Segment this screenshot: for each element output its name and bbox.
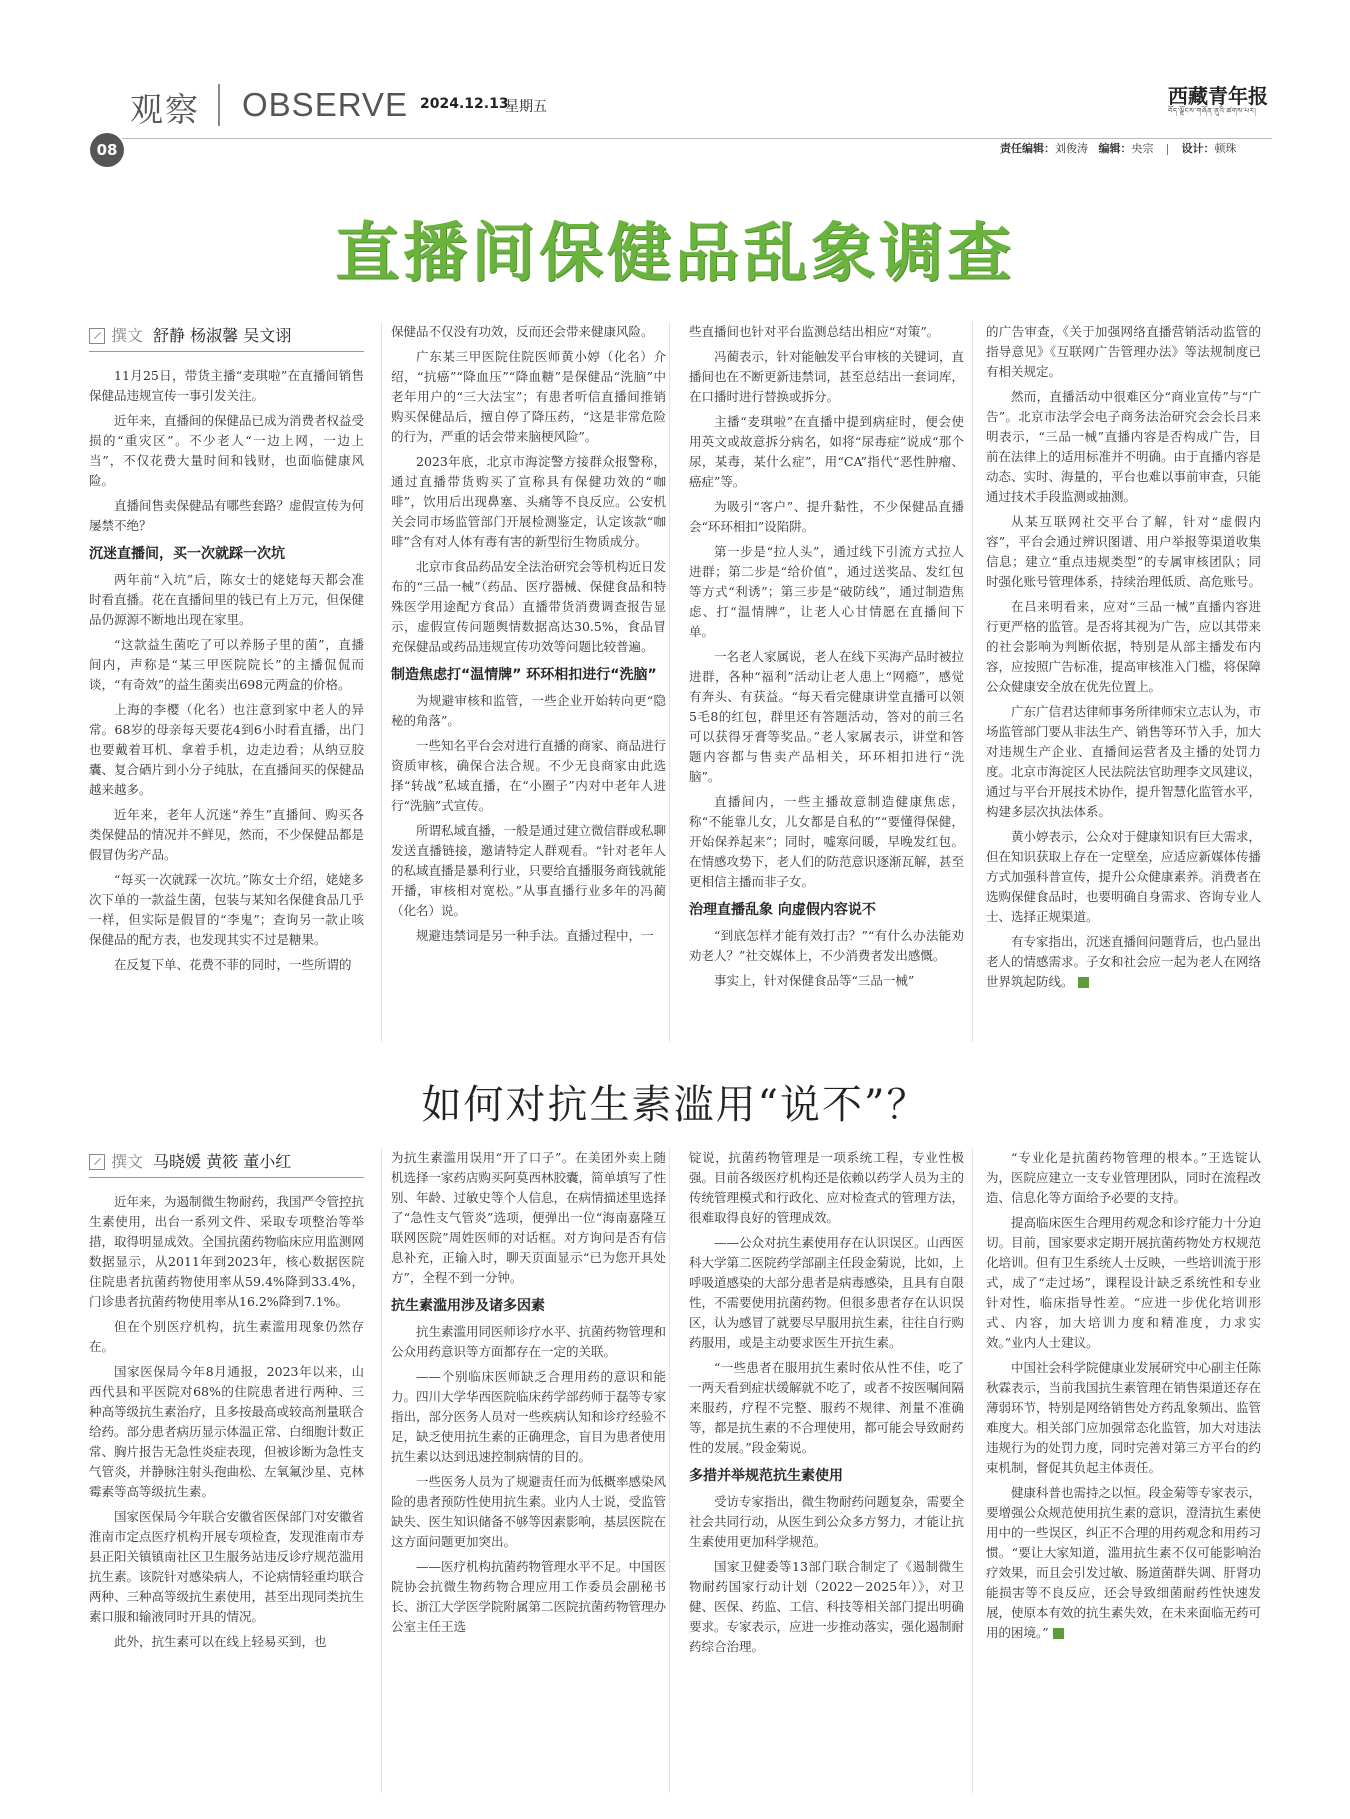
- subheading: 沉迷直播间，买一次就踩一次坑: [89, 546, 285, 562]
- paragraph: 两年前“入坑”后，陈女士的姥姥每天都会准时看直播。花在直播间里的钱已有上万元，但保健品仍源源不断地出现在家里。: [89, 572, 364, 627]
- copy-editor-name: 央宗: [1131, 142, 1154, 155]
- paragraph: 广东广信君达律师事务所律师宋立志认为，市场监管部门要从非法生产、销售等环节入手，加大对违规生产企业、直播间运营者及主播的处罚力度。北京市海淀区人民法院法官助理李文凤建议，通过与平台开展技术协作，提升智慧化监管水平，构建多层次执法体系。: [986, 704, 1261, 819]
- issue-weekday: 星期五: [505, 99, 547, 115]
- design-label: 设计：: [1181, 142, 1215, 155]
- paragraph: 一名老人家属说，老人在线下买海产品时被拉进群，各种“福利”活动让老人患上“网瘾”，感觉有奔头、有获益。“每天看完健康讲堂直播可以领5毛8的红包，群里还有答题活动，答对的前三名可以获得牙膏等奖品。”老人家属表示，讲堂和答题内容都与售卖产品相关，环环相扣进行“洗脑”。: [689, 649, 964, 784]
- paragraph: 黄小婷表示，公众对于健康知识有巨大需求，但在知识获取上存在一定壁垒，应适应新媒体传播方式加强科普宣传，提升公众健康素养。消费者在选购保健食品时，也要明确自身需求、咨询专业人士、选择正规渠道。: [986, 829, 1261, 924]
- column-rule: [669, 322, 670, 1042]
- paragraph-text: 健康科普也需持之以恒。段金菊等专家表示，要增强公众规范使用抗生素的意识，澄清抗生素使用中的一些误区，纠正不合理的用药观念和用药习惯。“要让大家知道，滥用抗生素不仅可能影响治疗效果，而且会引发过敏、肠道菌群失调、肝肾功能损害等不良反应，还会导致细菌耐药性快速发展，使原本有效的抗生素失效，在未来面临无药可用的困境。”: [986, 1485, 1261, 1640]
- paragraph: “到底怎样才能有效打击？”“有什么办法能劝劝老人？”社交媒体上，不少消费者发出感慨。: [689, 928, 964, 963]
- paragraph: 近年来，直播间的保健品已成为消费者权益受损的“重灾区”。不少老人“一边上网，一边上当”，不仅花费大量时间和钱财，也面临健康风险。: [89, 413, 364, 488]
- paragraph: 中国社会科学院健康业发展研究中心副主任陈秋霖表示，当前我国抗生素管理在销售渠道还存在薄弱环节，特别是网络销售处方药乱象频出、监管难度大。相关部门应加强常态化监管，加大对违法违规行为的处罚力度，同时完善对第三方平台的约束机制，督促其负起主体责任。: [986, 1360, 1261, 1475]
- paragraph: 受访专家指出，微生物耐药问题复杂，需要全社会共同行动，从医生到公众多方努力，才能让抗生素使用更加科学规范。: [689, 1494, 964, 1549]
- newspaper-logo-tibetan: བོད་ལྗོངས་གཞོན་ནུའི་ཚགས་པར།: [1168, 107, 1257, 115]
- paragraph: 为吸引“客户”、提升黏性，不少保健品直播会“环环相扣”设陷阱。: [689, 499, 964, 534]
- article1-column-3: [689, 322, 964, 1057]
- section-name-en: OBSERVE: [242, 86, 408, 123]
- editor-name: 刘俊涛: [1055, 142, 1088, 155]
- column-rule: [381, 1148, 382, 1793]
- paragraph: 国家医保局今年8月通报，2023年以来，山西代县和平医院对68%的住院患者进行两种、三种高等级抗生素治疗，且多按最高或较高剂量联合给药。部分患者病历显示体温正常、白细胞计数正常、胸片报告无急性炎症表现，但被诊断为急性支气管炎，并静脉注射头孢曲松、左氧氟沙星、克林霉素等高等级抗生素。: [89, 1364, 364, 1499]
- paragraph: 提高临床医生合理用药观念和诊疗能力十分迫切。目前，国家要求定期开展抗菌药物处方权规范化培训。但有卫生系统人士反映，一些培训流于形式，成了“走过场”，课程设计缺乏系统性和专业针对性，临床指导性差。“应进一步优化培训形式、内容，加大培训力度和精准度，力求实效。”业内人士建议。: [986, 1215, 1261, 1350]
- end-mark-icon: [1078, 977, 1089, 988]
- pen-icon: [89, 328, 105, 344]
- paragraph: 国家卫健委等13部门联合制定了《遏制微生物耐药国家行动计划（2022－2025年）》，对卫健、医保、药监、工信、科技等相关部门提出明确要求。专家表示，应进一步推动落实，强化遏制耐药综合治理。: [689, 1559, 964, 1654]
- paragraph: 一些知名平台会对进行直播的商家、商品进行资质审核，确保合法合规。不少无良商家由此选择“转战”私域直播，在“小圈子”内对中老年人进行“洗脑”式宣传。: [391, 738, 666, 813]
- paragraph: [986, 1483, 1261, 1643]
- paragraph: 近年来，为遏制微生物耐药，我国严令管控抗生素使用，出台一系列文件、采取专项整治等举措，取得明显成效。全国抗菌药物临床应用监测网数据显示，从2011年到2023年，核心数据医院住院患者抗菌药物使用率从59.4%降到33.4%，门诊患者抗菌药物使用率从16.2%降到7.1%。: [89, 1194, 364, 1309]
- paragraph: ——公众对抗生素使用存在认识误区。山西医科大学第二医院药学部副主任段金菊说，比如，上呼吸道感染的大部分患者是病毒感染，且具有自限性，不需要使用抗菌药物。但很多患者存在认识误区，认为感冒了就要尽早服用抗生素，往往自行购药服用，或是主动要求医生开抗生素。: [689, 1235, 964, 1350]
- paragraph: “每买一次就踩一次坑。”陈女士介绍，姥姥多次下单的一款益生菌，包装与某知名保健食品几乎一样，但实际是假冒的“李鬼”；查询另一款止咳保健品的配方表，也发现其实不过是糖果。: [89, 872, 364, 947]
- article1-column-2: [391, 322, 666, 1057]
- paragraph: 的广告审查，《关于加强网络直播营销活动监管的指导意见》《互联网广告管理办法》等法规制度已有相关规定。: [986, 324, 1261, 379]
- paragraph: 所谓私域直播，一般是通过建立微信群或私聊发送直播链接，邀请特定人群观看。“针对老年人的私域直播是暴利行业，只要给直播服务商钱就能开播，审核相对宽松。”从事直播行业多年的冯蔺（化名）说。: [391, 823, 666, 918]
- paragraph: 直播间内，一些主播故意制造健康焦虑，称“不能靠儿女，儿女都是自私的”“要懂得保健，开始保养起来”；同时，嘘寒问暖，早晚发红包。在情感攻势下，老人们的防范意识逐渐瓦解，甚至更相信主播而非子女。: [689, 794, 964, 889]
- page-number-badge: 08: [90, 133, 124, 167]
- credits-divider: [1167, 144, 1168, 155]
- article2-byline: [89, 1152, 364, 1178]
- paragraph: 抗生素滥用同医师诊疗水平、抗菌药物管理和公众用药意识等方面都存在一定的关联。: [391, 1324, 666, 1359]
- paragraph: 冯蔺表示，针对能触发平台审核的关键词，直播间也在不断更新违禁词，甚至总结出一套词库，在口播时进行替换或拆分。: [689, 349, 964, 404]
- subheading: 治理直播乱象 向虚假内容说不: [689, 902, 876, 918]
- paragraph: 事实上，针对保健食品等“三品一械”: [714, 973, 915, 988]
- paragraph: 近年来，老年人沉迷“养生”直播间、购买各类保健品的情况并不鲜见，然而，不少保健品都是假冒伪劣产品。: [89, 807, 364, 862]
- paragraph: 保健品不仅没有功效，反而还会带来健康风险。: [391, 324, 654, 339]
- article2-headline: 如何对抗生素滥用“说不”？: [421, 1082, 929, 1128]
- header-rule: [122, 138, 1272, 139]
- paragraph: ——个别临床医师缺乏合理用药的意识和能力。四川大学华西医院临床药学部药师于磊等专家指出，部分医务人员对一些疾病认知和诊疗经验不足，缺乏使用抗生素的正确理念，盲目为患者使用抗生素以达到迅速控制病情的目的。: [391, 1369, 666, 1464]
- paragraph: 锭说，抗菌药物管理是一项系统工程，专业性极强。目前各级医疗机构还是依赖以药学人员为主的传统管理模式和行政化、应对检查式的管理方法，很难取得良好的管理成效。: [689, 1150, 964, 1225]
- paragraph: “专业化是抗菌药物管理的根本。”王选锭认为，医院应建立一支专业管理团队，同时在流程改造、信息化等方面给予必要的支持。: [986, 1150, 1261, 1205]
- paragraph: ——医疗机构抗菌药物管理水平不足。中国医院协会抗微生物药物合理应用工作委员会副秘书长、浙江大学医学院附属第二医院抗菌药物管理办公室主任王选: [391, 1559, 666, 1634]
- pen-icon: [89, 1154, 105, 1170]
- paragraph: 一些医务人员为了规避责任而为低概率感染风险的患者预防性使用抗生素。业内人士说，受监管缺失、医生知识储备不够等因素影响，基层医院在这方面问题更加突出。: [391, 1474, 666, 1549]
- paragraph: “这款益生菌吃了可以养肠子里的菌”，直播间内，声称是“某三甲医院院长”的主播侃侃而谈，“有奇效”的益生菌卖出698元两盒的价格。: [89, 637, 364, 692]
- paragraph: 第一步是“拉人头”，通过线下引流方式拉人进群；第二步是“给价值”，通过送奖品、发红包等方式“利诱”；第三步是“破防线”，通过制造焦虑、打“温情牌”，让老人心甘情愿在直播间下单。: [689, 544, 964, 639]
- subheading: 制造焦虑打“温情牌” 环环相扣进行“洗脑”: [391, 667, 657, 683]
- paragraph: 此外，抗生素可以在线上轻易买到，也: [114, 1634, 327, 1649]
- byline-authors: 马晓媛 黄筱 董小红: [153, 1152, 292, 1171]
- paragraph: 11月25日，带货主播“麦琪啦”在直播间销售保健品违规宣传一事引发关注。: [89, 368, 364, 403]
- byline-label: 撰文: [111, 1152, 144, 1171]
- paragraph: 主播“麦琪啦”在直播中提到病症时，便会使用英文或故意拆分病名，如将“尿毒症”说成“那个尿，某毒，某什么症”，用“CA”指代“恶性肿瘤、癌症”等。: [689, 414, 964, 489]
- editor-credits: [1000, 140, 1237, 156]
- paragraph-text: 有专家指出，沉迷直播间问题背后，也凸显出老人的情感需求。子女和社会应一起为老人在网络世界筑起防线。: [986, 934, 1261, 989]
- article1-byline: [89, 326, 364, 352]
- article1-headline: 直播间保健品乱象调查: [335, 217, 1015, 291]
- article1-column-1: [89, 322, 364, 1057]
- paragraph: 北京市食品药品安全法治研究会等机构近日发布的“三品一械”（药品、医疗器械、保健食品和特殊医学用途配方食品）直播带货消费调查报告显示，虚假宣传问题舆情数据高达30.5%，食品冒充保健品或药品违规宣传功效等问题比较普遍。: [391, 559, 666, 654]
- subheading: 多措并举规范抗生素使用: [689, 1468, 843, 1484]
- subheading: 抗生素滥用涉及诸多因素: [391, 1298, 545, 1314]
- issue-date: 2024.12.13: [420, 96, 509, 112]
- paragraph: 为规避审核和监管，一些企业开始转向更“隐秘的角落”。: [391, 693, 666, 728]
- end-mark-icon: [1053, 1628, 1064, 1639]
- paragraph: “一些患者在服用抗生素时依从性不佳，吃了一两天看到症状缓解就不吃了，或者不按医嘱间隔来服药，疗程不完整、服药不规律、剂量不准确等，都是抗生素的不合理使用，都可能会导致耐药性的发展。”段金菊说。: [689, 1360, 964, 1455]
- section-divider: [218, 84, 220, 126]
- paragraph: 广东某三甲医院住院医师黄小婷（化名）介绍，“抗癌”“降血压”“降血糖”是保健品“洗脑”中老年用户的“三大法宝”；有患者听信直播间推销购买保健品后，擅自停了降压药，“这是非常危险的行为，严重的话会带来脑梗风险”。: [391, 349, 666, 444]
- column-rule: [972, 1148, 973, 1793]
- newspaper-logo: 西藏青年报: [1168, 84, 1268, 108]
- article2-column-4: [986, 1148, 1261, 1808]
- copy-editor-label: 编辑：: [1098, 142, 1132, 155]
- column-rule: [669, 1148, 670, 1793]
- byline-label: 撰文: [111, 326, 144, 345]
- article2-column-2: [391, 1148, 666, 1808]
- paragraph: 直播间售卖保健品有哪些套路？虚假宣传为何屡禁不绝？: [89, 498, 364, 533]
- paragraph: 国家医保局今年联合安徽省医保部门对安徽省淮南市定点医疗机构开展专项检查，发现淮南市寿县正阳关镇镇南社区卫生服务站违反诊疗规范滥用抗生素。该院针对感染病人，不论病情轻重均联合两种、三种高等级抗生素使用，甚至出现同类抗生素口服和输液同时开具的情况。: [89, 1509, 364, 1624]
- column-rule: [972, 322, 973, 1042]
- paragraph: 些直播间也针对平台监测总结出相应“对策”。: [689, 324, 940, 339]
- editor-label: 责任编辑：: [1000, 142, 1055, 155]
- byline-authors: 舒静 杨淑馨 吴文诩: [153, 326, 292, 345]
- paragraph: 2023年底，北京市海淀警方接群众报警称，通过直播带货购买了宣称具有保健功效的“咖啡”，饮用后出现鼻塞、头痛等不良反应。公安机关会同市场监管部门开展检测鉴定，认定该款“咖啡”含有对人体有毒有害的新型衍生物质成分。: [391, 454, 666, 549]
- paragraph: 在反复下单、花费不菲的同时，一些所谓的: [114, 957, 352, 972]
- paragraph: [986, 932, 1261, 992]
- article1-column-4: [986, 322, 1261, 1057]
- paragraph: 但在个别医疗机构，抗生素滥用现象仍然存在。: [89, 1319, 364, 1354]
- section-name-cn: 观察: [130, 90, 200, 129]
- paragraph: 为抗生素滥用误用“开了口子”。在美团外卖上随机选择一家药店购买阿莫西林胶囊，简单填写了性别、年龄、过敏史等个人信息，在病情描述里选择了“急性支气管炎”选项，便弹出一位“海南嘉隆互联网医院”周姓医师的对话框。对方询问是否有信息补充，正输入时，聊天页面显示“已为您开具处方”，全程不到一分钟。: [391, 1150, 666, 1285]
- paragraph: 规避违禁词是另一种手法。直播过程中，一: [416, 928, 654, 943]
- paragraph: 在吕来明看来，应对“三品一械”直播内容进行更严格的监管。是否将其视为广告，应以其带来的社会影响为判断依据，特别是从部主播发布内容，应按照广告标准，提高审核准入门槛，将保障公众健康安全放在优先位置上。: [986, 599, 1261, 694]
- article2-column-1: [89, 1148, 364, 1808]
- designer-name: 顿珠: [1214, 142, 1237, 155]
- paragraph: 从某互联网社交平台了解，针对“虚假内容”，平台会通过辨识图谱、用户举报等渠道收集信息；建立“重点违规类型”的专属审核团队；同时强化账号管理体系，持续治理低质、高危账号。: [986, 514, 1261, 589]
- paragraph: 然而，直播活动中很难区分“商业宣传”与“广告”。北京市法学会电子商务法治研究会会长吕来明表示，“三品一械”直播内容是否构成广告，目前在法律上的适用标准并不明确。由于直播内容是动态、实时、海量的，平台也难以事前审查，只能通过技术手段监测或抽测。: [986, 389, 1261, 504]
- paragraph: 上海的李樱（化名）也注意到家中老人的异常。68岁的母亲每天要花4到6小时看直播，出门也要戴着耳机、拿着手机，边走边看；从纳豆胶囊、复合硒片到小分子纯肽，在直播间买的保健品越来越多。: [89, 702, 364, 797]
- article2-column-3: [689, 1148, 964, 1808]
- column-rule: [381, 322, 382, 1042]
